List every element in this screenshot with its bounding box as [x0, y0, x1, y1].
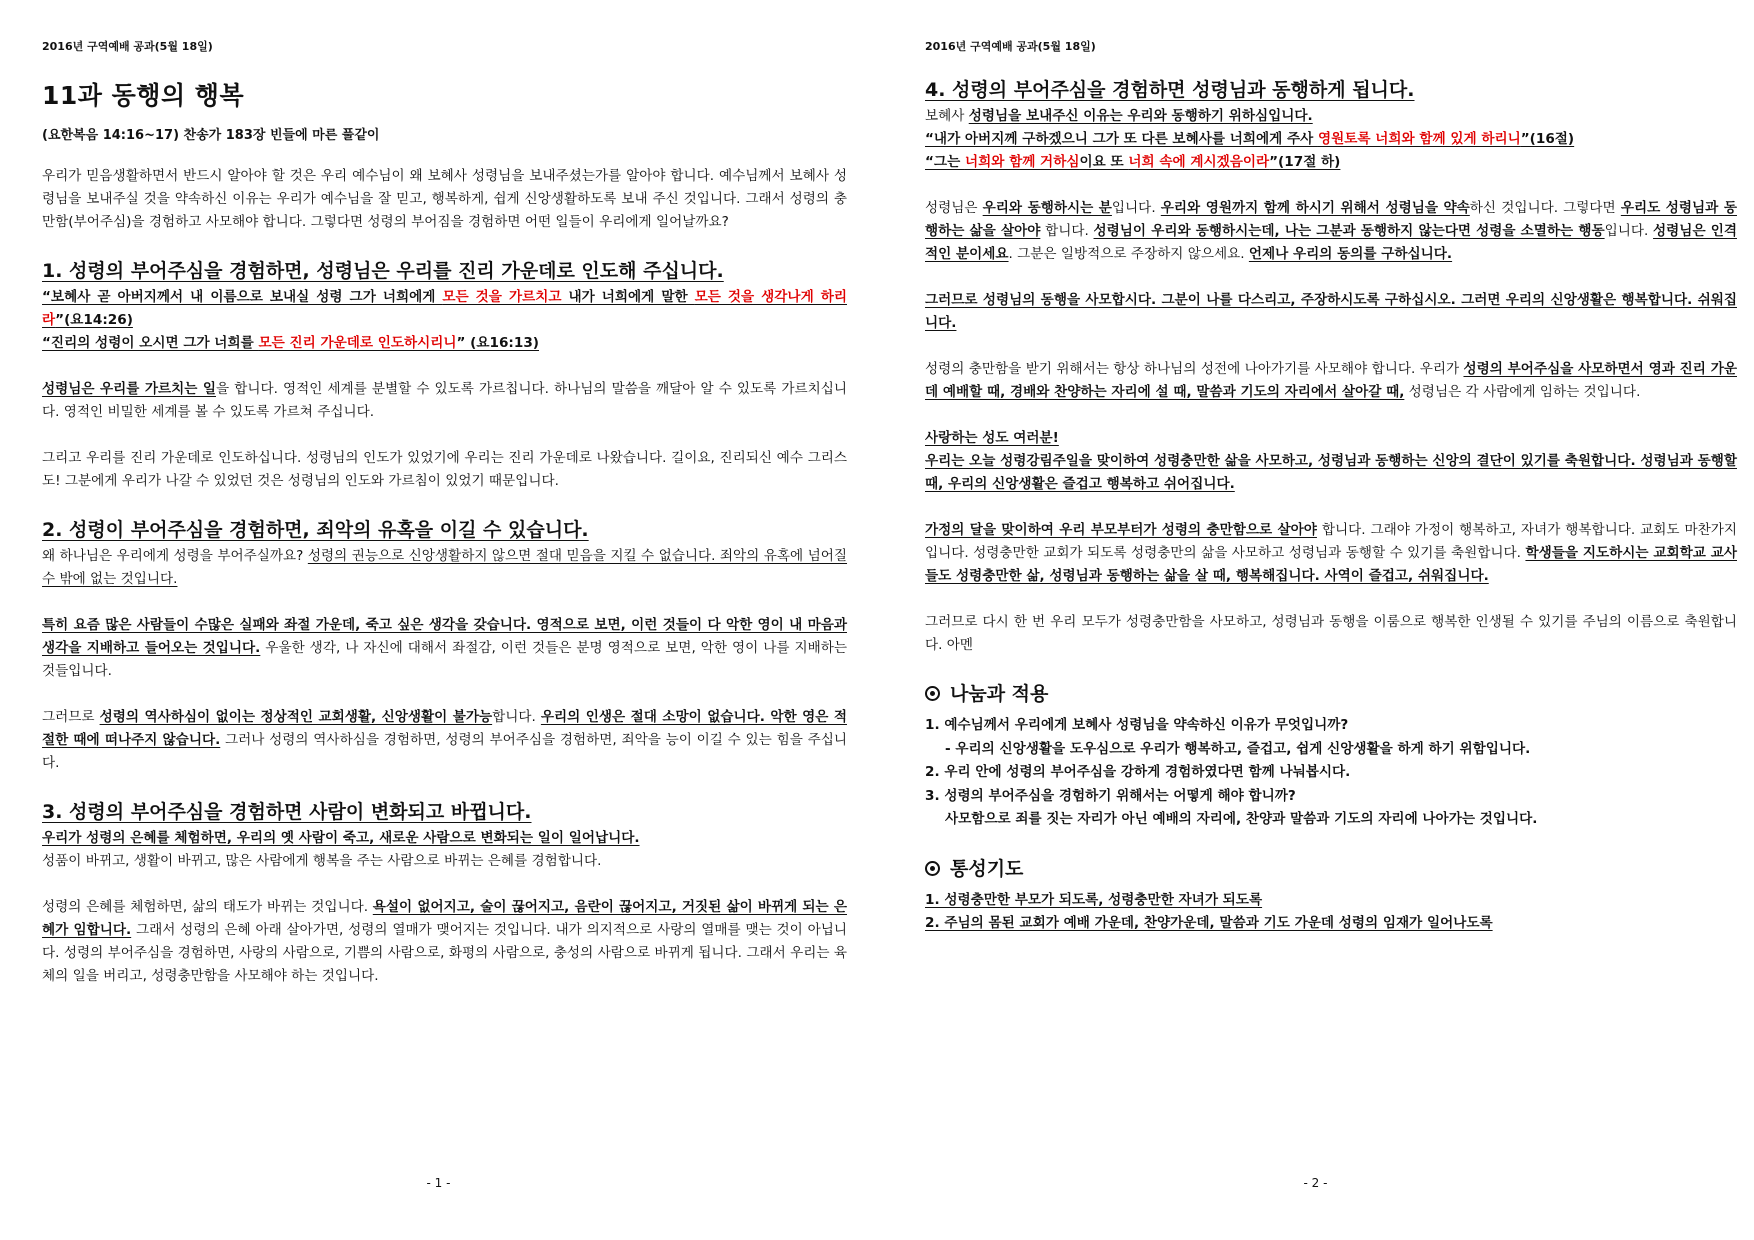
body-text: 보혜사	[925, 108, 969, 124]
sharing-answer-3: 사모함으로 죄를 짓는 자리가 아닌 예배의 자리에, 찬양과 말씀과 기도의 자리에 나아가는 것입니다.	[945, 811, 1538, 827]
emphasis-text: 성령의 역사하심이 없이는 정상적인 교회생활, 신앙생활이 불가능	[99, 709, 493, 725]
section-4-paragraph-5	[925, 519, 1737, 588]
closing-paragraph: 그러므로 다시 한 번 우리 모두가 성령충만함을 사모하고, 성령님과 동행을 이룸으로 행복한 인생될 수 있기를 주님의 이름으로 축원합니다. 아멘	[925, 614, 1737, 653]
emphasis-text: 성령님은 우리를 가르치는 일	[42, 381, 216, 397]
page-number: - 1 -	[426, 1176, 451, 1190]
page-2-content	[925, 38, 1737, 936]
verse-text: 내가 너희에게 말한	[561, 289, 695, 305]
sharing-answer-1: - 우리의 신앙생활을 도우심으로 우리가 행복하고, 즐겁고, 쉽게 신앙생활을 하게 하기 위함입니다.	[945, 740, 1531, 757]
prayer-item-1: 1. 성령충만한 부모가 되도록, 성령충만한 자녀가 되도록	[925, 891, 1263, 908]
emphasis-text: 가정의 달을 맞이하여 우리 부모부터가 성령의 충만함으로 살아야	[925, 522, 1317, 538]
section-1-verse-1	[42, 286, 847, 332]
verse-citation: ” (요16:13)	[456, 335, 539, 351]
verse-citation: ”(요14:26)	[55, 312, 133, 328]
verse-highlight: 모든 것을 가르치고	[442, 289, 562, 305]
section-1-heading: 1. 성령의 부어주심을 경험하면, 성령님은 우리를 진리 가운데로 인도해 주십니다.	[42, 260, 724, 282]
sharing-heading	[925, 680, 1737, 708]
body-text: 합니다. 그래야 가정이 행복하고, 자녀가 행복합니다. 교회도 마찬가지입니다. 성령충만한 교회가 되도록 성령충만의 삶을 사모하고 성령님과 동행할 수 있기를 축원합니다.	[925, 522, 1738, 561]
sharing-title: 나눔과 적용	[950, 683, 1049, 705]
body-text: 성령님은	[925, 200, 983, 216]
section-4-paragraph-3	[925, 358, 1737, 404]
body-text: 그래서 성령의 은혜 아래 살아가면, 성령의 열매가 맺어지는 것입니다. 내가 의지적으로 사랑의 열매를 맺는 것이 아닙니다. 성령의 부어주심을 경험하면, 사랑의 사람으로, 기쁨의 사람으로, 화평의 사람으로, 충성의 사람으로 바뀌게 됩니다. 그래서 우리는 육체의 일을 버리고, 성령충만함을 사모해야 하는 것입니다.	[42, 922, 847, 984]
emphasis-text: 욕설이 없어지고, 술이 끊어지고, 음란이 끊어지고, 거짓된 삶이 바뀌게 되는 은혜가 임합니다.	[42, 899, 847, 938]
verse-citation: ”(16절)	[1520, 131, 1575, 147]
bullseye-icon	[925, 861, 940, 876]
section-3-paragraph-1b: 성품이 바뀌고, 생활이 바뀌고, 많은 사람에게 행복을 주는 사람으로 바뀌는 은혜를 경험합니다.	[42, 853, 602, 869]
body-text: 왜 하나님은 우리에게 성령을 부어주실까요?	[42, 548, 308, 564]
page-number: - 2 -	[1303, 1176, 1328, 1190]
intro-paragraph: 우리가 믿음생활하면서 반드시 알아야 할 것은 우리 예수님이 왜 보혜사 성령님을 보내주셨는가를 알아야 합니다. 예수님께서 보혜사 성령님을 보내주실 것을 약속하신 이유는 우리가 예수님을 잘 믿고, 행복하게, 쉽게 신앙생활하도록 보내 주신 것입니다. 그래서 성령의 충만함(부어주심)을 경험하고 사모해야 합니다. 그렇다면 성령의 부어짐을 경험하면 어떤 일들이 우리에게 일어날까요?	[42, 168, 847, 230]
section-2-heading: 2. 성령이 부어주심을 경험하면, 죄악의 유혹을 이길 수 있습니다.	[42, 519, 589, 541]
prayer-title: 통성기도	[950, 857, 1024, 880]
section-3-paragraph-1a: 우리가 성령의 은혜를 체험하면, 우리의 옛 사람이 죽고, 새로운 사람으로 변화되는 일이 일어납니다.	[42, 830, 640, 846]
body-text: 합니다.	[1040, 223, 1094, 239]
section-4-heading: 4. 성령의 부어주심을 경험하면 성령님과 동행하게 됩니다.	[925, 79, 1415, 101]
emphasis-text: 우리와 영원까지 함께 하시기 위해서 성령님을 약속	[1160, 200, 1470, 216]
verse-citation: ”(17절 하)	[1269, 154, 1341, 170]
sharing-question-3: 3. 성령의 부어주심을 경험하기 위해서는 어떻게 해야 합니까?	[925, 787, 1296, 804]
body-text: 우울한 생각, 나 자신에 대해서 좌절감, 이런 것들은 분명 영적으로 보면, 악한 영이 나를 지배하는 것들입니다.	[42, 640, 847, 679]
verse-text: “진리의 성령이 오시면 그가 너희를	[42, 335, 259, 351]
section-3-paragraph-2	[42, 896, 847, 988]
section-1-verse-2	[42, 332, 847, 355]
body-text: 을 합니다. 영적인 세계를 분별할 수 있도록 가르칩니다. 하나님의 말씀을 깨달아 알 수 있도록 가르치십니다. 영적인 비밀한 세계를 볼 수 있도록 가르쳐 주십니다.	[42, 381, 847, 420]
section-2-paragraph-1	[42, 545, 847, 591]
prayer-heading	[925, 855, 1737, 883]
body-text: . 그분은 일방적으로 주장하지 않으세요.	[1008, 246, 1249, 262]
body-text: 성령의 은혜를 체험하면, 삶의 태도가 바뀌는 것입니다.	[42, 899, 373, 915]
verse-highlight: 모든 것을 생각나게 하리라	[42, 289, 847, 328]
section-4-paragraph-1	[925, 197, 1737, 266]
emphasis-text: 학생들을 지도하시는 교회학교 교사들도 성령충만한 삶, 성령님과 동행하는 삶을 살 때, 행복해집니다. 사역이 즐겁고, 쉬워집니다.	[925, 545, 1737, 584]
document-header: 2016년 구역예배 공과(5월 18일)	[925, 40, 1096, 53]
sharing-question-1: 1. 예수님께서 우리에게 보혜사 성령님을 약속하신 이유가 무엇입니까?	[925, 717, 1349, 733]
emphasis-text: 우리의 인생은 절대 소망이 없습니다. 악한 영은 적절한 때에 떠나주지 않습니다.	[42, 709, 847, 748]
section-4-verse-1	[925, 128, 1737, 151]
body-text: 합니다.	[492, 709, 541, 725]
verse-highlight: 너희와 함께 거하심	[964, 154, 1080, 170]
page-2	[877, 0, 1754, 1240]
section-2-paragraph-2	[42, 614, 847, 683]
section-4-verse-2	[925, 151, 1737, 174]
section-4-line-1	[925, 105, 1737, 128]
emphasis-text: 성령의 부어주심을 사모하면서 영과 진리 가운데 예배할 때, 경배와 찬양하는 자리에 설 때, 말씀과 기도의 자리에서 살아갈 때,	[925, 361, 1737, 400]
verse-highlight: 모든 진리 가운데로 인도하시리니	[258, 335, 457, 351]
body-text: 하신 것입니다. 그렇다면	[1469, 200, 1621, 216]
emphasis-text: 성령님은 인격적인 분이세요	[925, 223, 1737, 262]
body-text: 그러므로	[42, 709, 100, 725]
prayer-item-2: 2. 주님의 몸된 교회가 예배 가운데, 찬양가운데, 말씀과 기도 가운데 성령의 임재가 일어나도록	[925, 915, 1493, 931]
verse-highlight: 영원토록 너희와 함께 있게 하리니	[1317, 131, 1521, 147]
greeting-line: 사랑하는 성도 여러분!	[925, 430, 1059, 446]
verse-text: “그는	[925, 154, 965, 170]
emphasis-text: 우리와 동행하시는 분	[982, 200, 1112, 216]
section-1-paragraph-2: 그리고 우리를 진리 가운데로 인도하십니다. 성령님의 인도가 있었기에 우리는 진리 가운데로 나왔습니다. 길이요, 진리되신 예수 그리스도! 그분에게 우리가 나갈 수 있었던 것은 성령님의 인도와 가르침이 있었기 때문입니다.	[42, 450, 847, 489]
section-2-paragraph-3	[42, 706, 847, 775]
body-text: 성령의 충만함을 받기 위해서는 항상 하나님의 성전에 나아가기를 사모해야 합니다. 우리가	[925, 361, 1464, 377]
lesson-title: 11과 동행의 행복	[42, 81, 245, 110]
body-text: 입니다.	[1604, 223, 1654, 239]
body-text: 입니다.	[1111, 200, 1161, 216]
verse-text: “보혜사 곧 아버지께서 내 이름으로 보내실 성령 그가 너희에게	[42, 289, 443, 305]
verse-text: “내가 아버지께 구하겠으니 그가 또 다른 보혜사를 너희에게 주사	[925, 131, 1318, 147]
bullseye-icon	[925, 686, 940, 701]
document-header: 2016년 구역예배 공과(5월 18일)	[42, 40, 213, 53]
section-4-paragraph-4: 우리는 오늘 성령강림주일을 맞이하여 성령충만한 삶을 사모하고, 성령님과 동행하는 신앙의 결단이 있기를 축원합니다. 성령님과 동행할 때, 우리의 신앙생활은 즐겁고 행복하고 쉬어집니다.	[925, 453, 1737, 492]
verse-text: 이요 또	[1079, 154, 1129, 170]
verse-highlight: 너희 속에 계시겠음이라	[1128, 154, 1270, 170]
page-1-content	[42, 38, 847, 988]
scripture-reference: (요한복음 14:16~17) 찬송가 183장 빈들에 마른 풀같이	[42, 128, 380, 143]
section-1-paragraph-1	[42, 378, 847, 424]
body-text: 성령님은 각 사람에게 임하는 것입니다.	[1404, 384, 1641, 400]
emphasis-text: 성령님이 우리와 동행하시는데, 나는 그분과 동행하지 않는다면 성령을 소멸하는 행동	[1093, 223, 1605, 239]
emphasis-text: 성령님을 보내주신 이유는 우리와 동행하기 위하심입니다.	[968, 108, 1313, 124]
section-4-paragraph-2: 그러므로 성령님의 동행을 사모합시다. 그분이 나를 다스리고, 주장하시도록 구하십시오. 그러면 우리의 신앙생활은 행복합니다. 쉬워집니다.	[925, 292, 1737, 331]
underlined-text: 성령의 권능으로 신앙생활하지 않으면 절대 믿음을 지킬 수 없습니다. 죄악의 유혹에 넘어질 수 밖에 없는 것입니다.	[42, 548, 848, 587]
section-3-heading: 3. 성령의 부어주심을 경험하면 사람이 변화되고 바뀝니다.	[42, 801, 532, 823]
body-text: 그러나 성령의 역사하심을 경험하면, 성령의 부어주심을 경험하면, 죄악을 능이 이길 수 있는 힘을 주십니다.	[42, 732, 847, 771]
emphasis-text: 언제나 우리의 동의를 구하십니다.	[1248, 246, 1453, 262]
sharing-question-2: 2. 우리 안에 성령의 부어주심을 강하게 경험하였다면 함께 나눠봅시다.	[925, 764, 1351, 780]
emphasis-text: 특히 요즘 많은 사람들이 수많은 실패와 좌절 가운데, 죽고 싶은 생각을 갖습니다. 영적으로 보면, 이런 것들이 다 악한 영이 내 마음과 생각을 지배하고 들어오는 것입니다.	[42, 617, 847, 656]
emphasis-text: 우리도 성령님과 동행하는 삶을 살아야	[925, 200, 1737, 239]
